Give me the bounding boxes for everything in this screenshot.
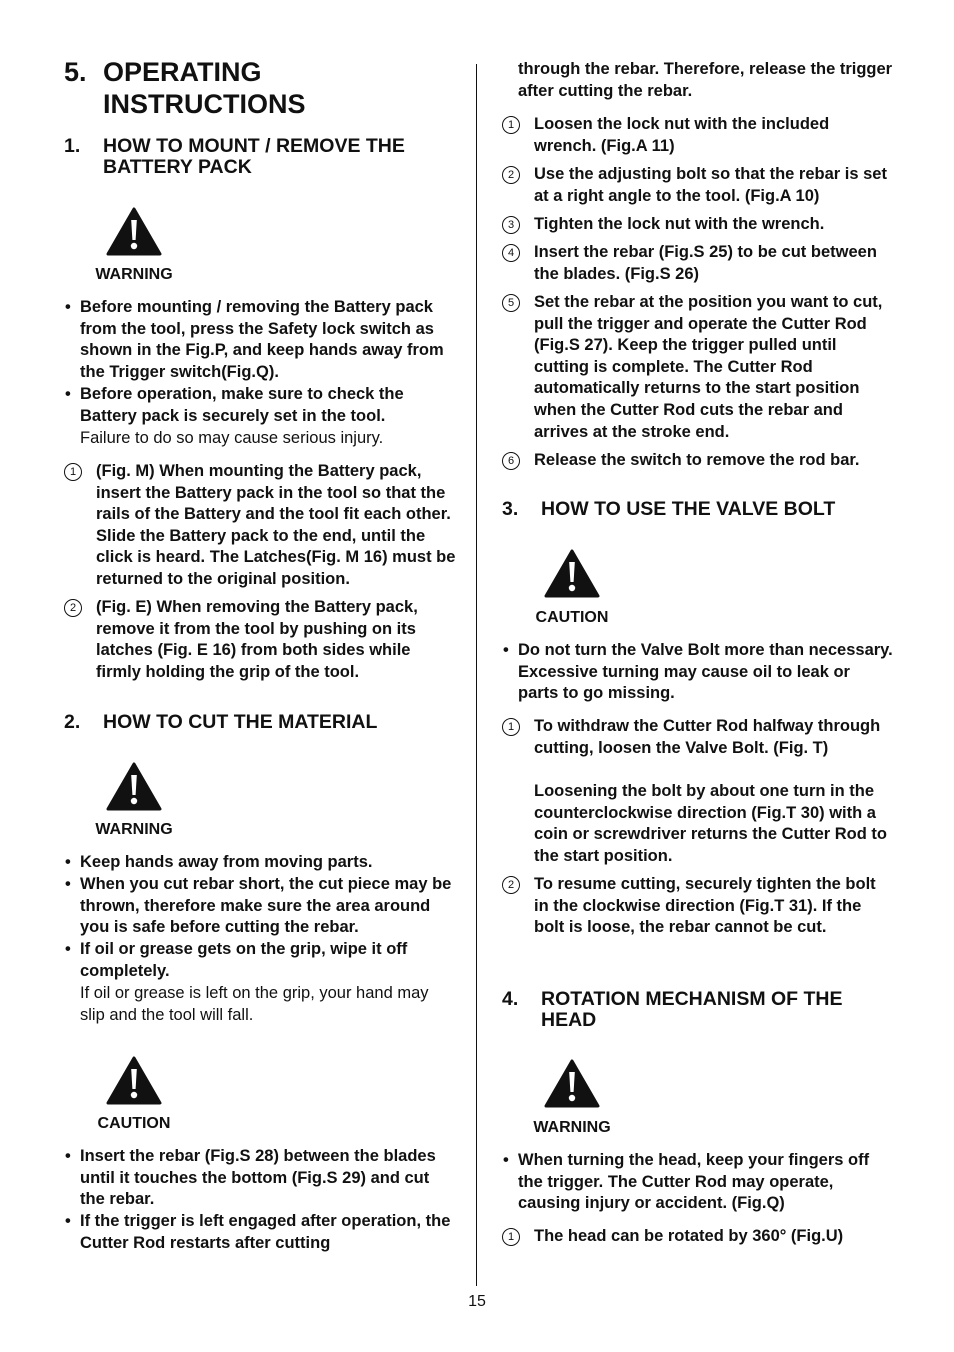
step-marker: 2: [502, 876, 520, 894]
section-4-heading: [502, 989, 894, 1031]
section-3-title: HOW TO USE THE VALVE BOLT: [541, 498, 836, 520]
page-title: [64, 56, 456, 120]
page-title-line2: INSTRUCTIONS: [103, 89, 306, 119]
step-text: Use the adjusting bolt so that the rebar is set at a right angle to the tool. (Fig.A 10): [534, 165, 887, 205]
bullet-text: Keep hands away from moving parts.: [80, 853, 373, 871]
warning-icon: [544, 1058, 600, 1108]
step-marker: 1: [502, 1228, 520, 1246]
bullet-note: Failure to do so may cause serious injury.: [80, 429, 384, 447]
warning-label: WARNING: [533, 1119, 611, 1136]
bullet-marker: •: [65, 385, 71, 403]
section-1-heading: [64, 136, 456, 178]
bullet-marker: •: [65, 1147, 71, 1165]
step-marker: 3: [502, 216, 520, 234]
bullet-text: If oil or grease gets on the grip, wipe it off completely.: [80, 940, 408, 980]
column-divider: [476, 64, 477, 1286]
bullet-marker: •: [65, 875, 71, 893]
page-title-number: 5.: [64, 57, 87, 87]
warning-label: WARNING: [95, 821, 173, 838]
step-text: To resume cutting, securely tighten the bolt in the clockwise direction (Fig.T 31). If the bolt is loose, the rebar cannot be cut.: [534, 875, 876, 937]
bullet-text: Before operation, make sure to check the Battery pack is securely set in the tool.: [80, 385, 404, 425]
step-text: Release the switch to remove the rod bar.: [534, 451, 860, 469]
bullet-note: If oil or grease is left on the grip, your hand may slip and the tool will fall.: [80, 984, 429, 1024]
bullet-text: When turning the head, keep your fingers off the trigger. The Cutter Rod may operate, causing injury or accident. (Fig.Q): [518, 1151, 870, 1213]
bullet-text: Before mounting / removing the Battery pack from the tool, press the Safety lock switch as shown in the Fig.P, and keep hands away from the Trigger switch(Fig.Q).: [80, 298, 444, 381]
continuation-text: through the rebar. Therefore, release the trigger after cutting the rebar.: [518, 60, 893, 100]
caution-icon: [106, 1055, 162, 1105]
warning-icon: [106, 761, 162, 811]
step-extra-text: Loosening the bolt by about one turn in the counterclockwise direction (Fig.T 30) with a coin or screwdriver returns the Cutter Rod to the start position.: [534, 782, 887, 865]
step-text: Loosen the lock nut with the included wrench. (Fig.A 11): [534, 115, 830, 155]
step-text: (Fig. E) When removing the Battery pack, remove it from the tool by pushing on its latches (Fig. E 16) from both sides while firmly holding the grip of the tool.: [96, 598, 418, 681]
bullet-marker: •: [503, 1151, 509, 1169]
step-marker: 1: [64, 463, 82, 481]
step-marker: 1: [502, 718, 520, 736]
caution-icon: [544, 548, 600, 598]
step-marker: 1: [502, 116, 520, 134]
bullet-marker: •: [65, 1212, 71, 1230]
step-marker: 4: [502, 244, 520, 262]
bullet-text: When you cut rebar short, the cut piece may be thrown, therefore make sure the area around you is safe before cutting the rebar.: [80, 875, 452, 937]
section-4-number: 4.: [502, 988, 519, 1010]
section-3-number: 3.: [502, 498, 519, 520]
warning-label: WARNING: [95, 266, 173, 283]
caution-label: CAUTION: [97, 1115, 171, 1132]
page-number: 15: [468, 1293, 486, 1310]
bullet-marker: •: [65, 853, 71, 871]
page-title-line1: OPERATING: [103, 57, 262, 87]
step-text: The head can be rotated by 360° (Fig.U): [534, 1227, 844, 1245]
step-text: Set the rebar at the position you want to cut, pull the trigger and operate the Cutter Rod (Fig.S 27). Keep the trigger pulled until cutting is complete. The Cutter Rod automatically returns to the start position when the Cutter Rod cuts the rebar and arrives at the stroke end.: [534, 293, 883, 441]
step-marker: 6: [502, 452, 520, 470]
section-2-title: HOW TO CUT THE MATERIAL: [103, 711, 378, 733]
step-text: Tighten the lock nut with the wrench.: [534, 215, 825, 233]
caution-label: CAUTION: [535, 609, 609, 626]
step-text: Insert the rebar (Fig.S 25) to be cut between the blades. (Fig.S 26): [534, 243, 877, 283]
bullet-marker: •: [65, 298, 71, 316]
section-1-title: HOW TO MOUNT / REMOVE THE BATTERY PACK: [103, 135, 405, 178]
bullet-text: Do not turn the Valve Bolt more than necessary. Excessive turning may cause oil to leak or parts to go missing.: [518, 641, 893, 703]
step-marker: 2: [64, 599, 82, 617]
step-text: (Fig. M) When mounting the Battery pack, insert the Battery pack in the tool so that the rails of the Battery and the tool fit each other. Slide the Battery pack to the end, until the click is heard. The Latches(Fig. M 16) must be returned to the original position.: [96, 462, 456, 588]
bullet-marker: •: [503, 641, 509, 659]
warning-icon: [106, 206, 162, 256]
step-marker: 5: [502, 294, 520, 312]
bullet-text: If the trigger is left engaged after operation, the Cutter Rod restarts after cutting: [80, 1212, 451, 1252]
section-4-title: ROTATION MECHANISM OF THE HEAD: [541, 988, 843, 1031]
section-1-number: 1.: [64, 135, 81, 157]
step-text: To withdraw the Cutter Rod halfway through cutting, loosen the Valve Bolt. (Fig. T): [534, 717, 881, 757]
section-2-number: 2.: [64, 711, 81, 733]
bullet-text: Insert the rebar (Fig.S 28) between the blades until it touches the bottom (Fig.S 29) and cut the rebar.: [80, 1147, 436, 1209]
step-marker: 2: [502, 166, 520, 184]
bullet-marker: •: [65, 940, 71, 958]
